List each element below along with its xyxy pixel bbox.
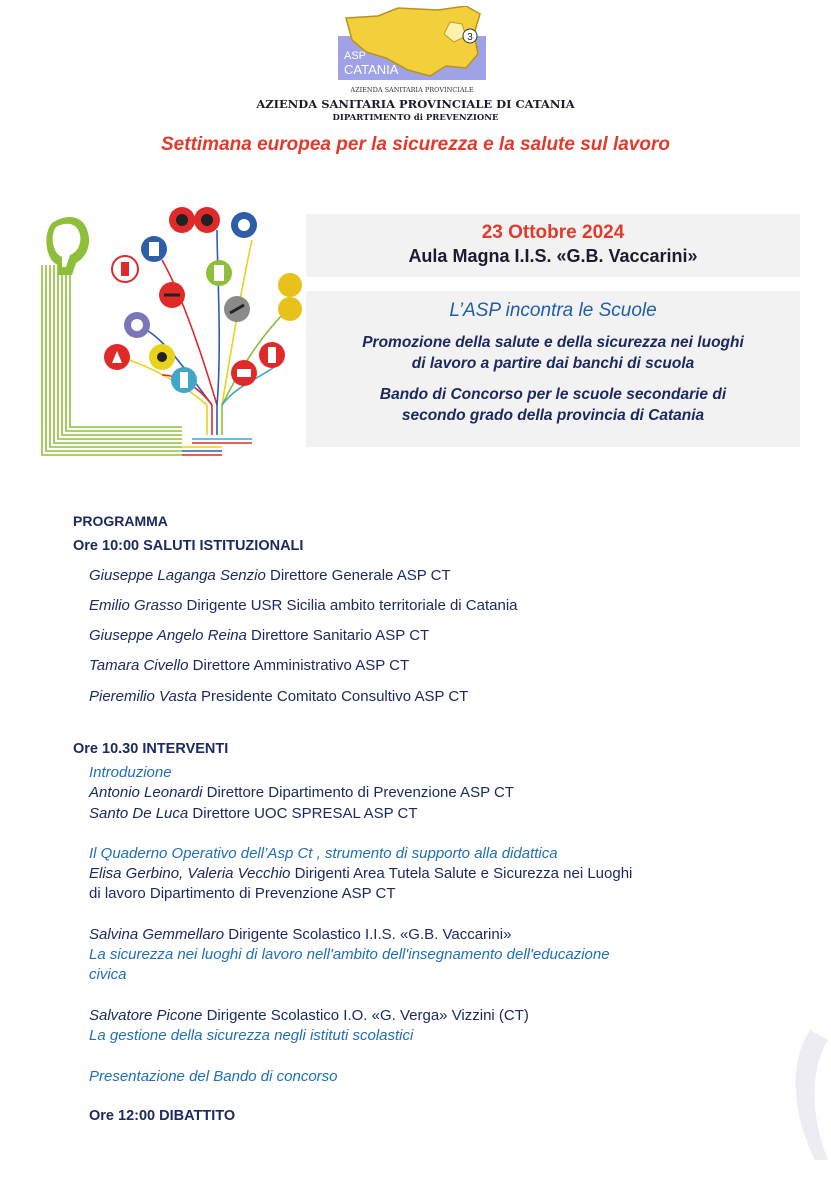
speaker-line: Pieremilio Vasta Presidente Comitato Consultivo ASP CT (89, 688, 469, 705)
interventi-title: Ore 10.30 INTERVENTI (73, 741, 229, 757)
svg-text:ASP: ASP (344, 50, 367, 62)
topic-line: La sicurezza nei luoghi di lavoro nell'ambito dell'insegnamento dell'educazione (89, 946, 610, 963)
speaker-line: Santo De Luca Direttore UOC SPRESAL ASP CT (89, 805, 418, 822)
speaker-line: Emilio Grasso Dirigente USR Sicilia ambito territoriale di Catania (89, 597, 518, 614)
bando-text: Bando di Concorso per le scuole secondarie di secondo grado della provincia di Catania (379, 386, 727, 424)
bando-presentation: Presentazione del Bando di concorso (89, 1068, 338, 1085)
dibattito-title: Ore 12:00 DIBATTITO (89, 1108, 236, 1124)
speaker-line: Elisa Gerbino, Valeria Vecchio Dirigenti Area Tutela Salute e Sicurezza nei Luoghi (89, 865, 633, 882)
speaker-line: Tamara Civello Direttore Amministrativo ASP CT (89, 657, 410, 674)
speaker-role: di lavoro Dipartimento di Prevenzione ASP CT (89, 885, 396, 902)
speaker-line: Giuseppe Laganga Senzio Direttore Generale ASP CT (89, 567, 451, 584)
speaker-line: Giuseppe Angelo Reina Direttore Sanitario ASP CT (89, 627, 430, 644)
decorative-watermark (770, 1020, 831, 1170)
speaker-line: Antonio Leonardi Direttore Dipartimento di Prevenzione ASP CT (89, 784, 514, 801)
event-date-box (306, 214, 800, 277)
saluti-title: Ore 10:00 SALUTI ISTITUZIONALI (73, 538, 304, 554)
event-subtitle: L’ASP incontra le Scuole (449, 300, 657, 321)
headline: Settimana europea per la sicurezza e la salute sul lavoro (161, 134, 670, 155)
topic-line: civica (89, 966, 127, 983)
organization-name: AZIENDA SANITARIA PROVINCIALE DI CATANIA (256, 97, 575, 111)
safety-tree-illustration (22, 205, 302, 470)
svg-text:AZIENDA SANITARIA PROVINCIALE: AZIENDA SANITARIA PROVINCIALE (350, 86, 474, 94)
speaker-line: Salvatore Picone Dirigente Scolastico I.O. «G. Verga» Vizzini (CT) (89, 1007, 529, 1024)
event-date: 23 Ottobre 2024 (481, 222, 625, 243)
department-name: DIPARTIMENTO di PREVENZIONE (332, 113, 499, 123)
event-description-box (306, 291, 800, 447)
intro-label: Introduzione (89, 764, 172, 781)
svg-text:CATANIA: CATANIA (344, 62, 399, 77)
promo-text: Promozione della salute e della sicurezza nei luoghi di lavoro a partire dai banchi di scuola (362, 334, 744, 372)
topic-line: La gestione della sicurezza negli istituti scolastici (89, 1027, 414, 1044)
event-venue: Aula Magna I.I.S. «G.B. Vaccarini» (408, 246, 698, 266)
quaderno-title: Il Quaderno Operativo dell’Asp Ct , strumento di supporto alla didattica (89, 845, 558, 862)
programma-label: PROGRAMMA (73, 513, 168, 529)
speaker-line: Salvina Gemmellaro Dirigente Scolastico I.I.S. «G.B. Vaccarini» (89, 926, 512, 943)
svg-text:3: 3 (467, 32, 473, 43)
asp-catania-logo (338, 6, 486, 96)
